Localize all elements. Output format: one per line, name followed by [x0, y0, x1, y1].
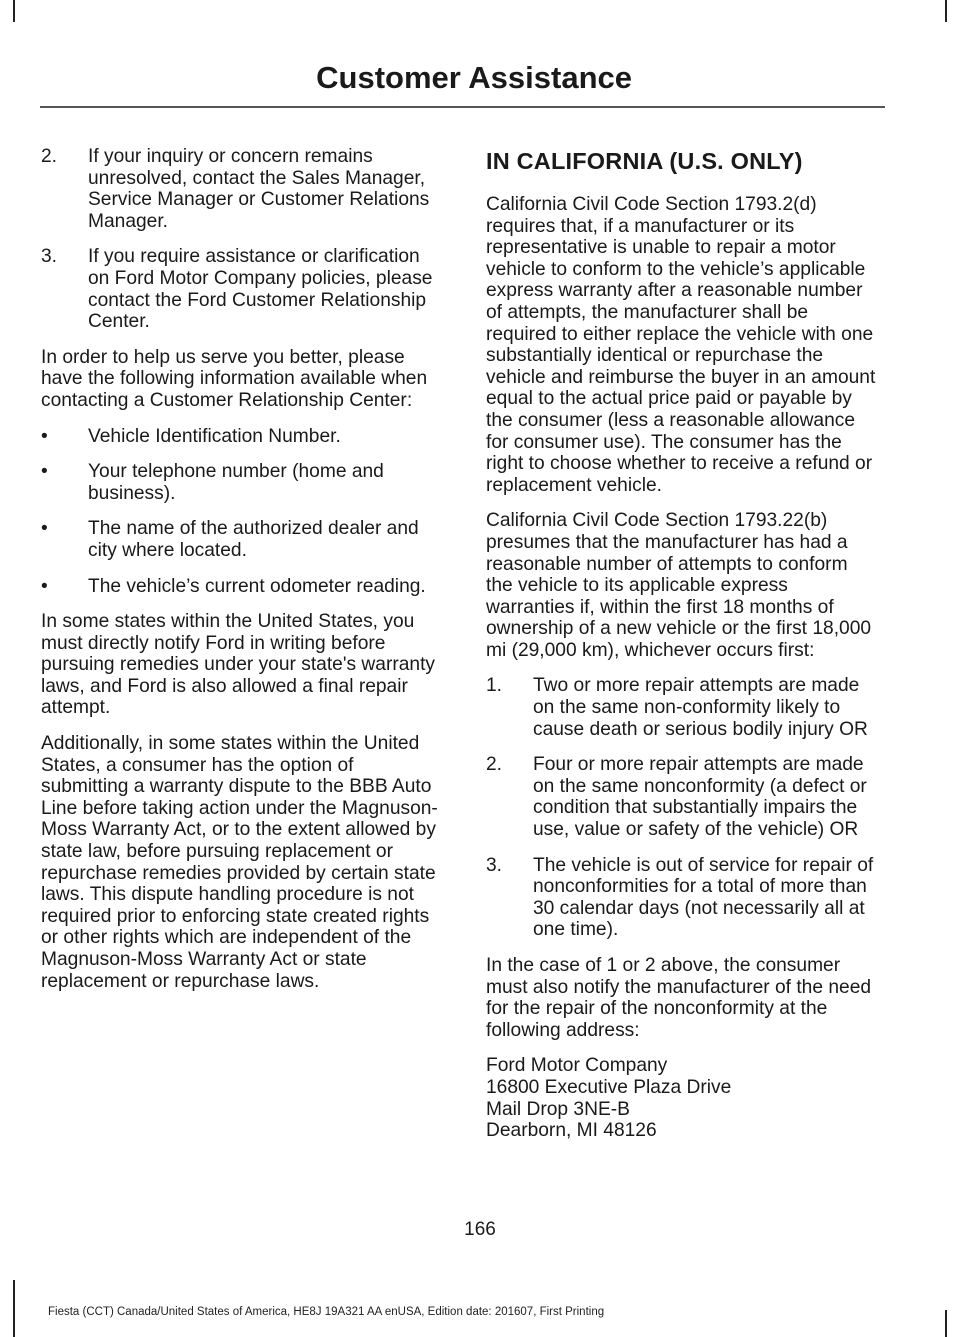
address-line: Mail Drop 3NE-B [486, 1098, 630, 1120]
bullet-icon: • [41, 425, 48, 447]
header-rule [40, 106, 885, 108]
paragraph: California Civil Code Section 1793.2(d) requires that, if a manufacturer or its representative is unable to repair a motor vehicle to conform to the vehicle’s applicable express warranty after a reasonable number of attempts, the manufacturer shall be required to either replace the vehicle with one substantially identical or repurchase the vehicle and reimburse the buyer in an amount equal to the actual price paid or payable by the consumer (less a reasonable allowance for consumer use). The consumer has the right to choose whether to receive a refund or replacement vehicle. [486, 194, 876, 496]
list-text: Four or more repair attempts are made on the same nonconformity (a defect or condition that substantially impairs the use, value or safety of the vehicle) OR [533, 754, 867, 841]
list-number: 2. [486, 754, 503, 776]
crop-mark-bottom-right [945, 1310, 947, 1337]
list-number: 2. [41, 146, 58, 167]
bullet-icon: • [41, 518, 48, 540]
list-item [41, 246, 446, 332]
list-text: The vehicle is out of service for repair of nonconformities for a total of more than 30 calendar days (not necessarily all at one time). [533, 854, 874, 941]
list-number: 3. [486, 854, 503, 876]
list-item [486, 675, 879, 740]
bullet-icon: • [41, 461, 48, 483]
bullet-icon: • [41, 575, 48, 597]
right-column [486, 146, 879, 1142]
address-line: Ford Motor Company [486, 1055, 668, 1077]
bullet-item [41, 461, 446, 504]
bullet-item [41, 576, 446, 598]
paragraph: In some states within the United States, you must directly notify Ford in writing before pursuing remedies under your state's warranty laws, and Ford is also allowed a final repair attempt. [41, 611, 435, 719]
paragraph: California Civil Code Section 1793.22(b) presumes that the manufacturer has had a reasonable number of attempts to conform the vehicle to its applicable express warranties if, within the first 18 months of ownership of a new vehicle or the first 18,000 mi (29,000 km), whichever occurs first: [486, 510, 872, 661]
bullet-text: The name of the authorized dealer and city where located. [88, 518, 419, 561]
list-text: If your inquiry or concern remains unresolved, contact the Sales Manager, Service Manager or Customer Relations Manager. [88, 146, 430, 232]
list-item [486, 855, 879, 941]
left-column [41, 146, 446, 1006]
bullet-item [41, 426, 446, 448]
crop-mark-bottom-left [13, 1280, 15, 1337]
list-text: Two or more repair attempts are made on the same non-conformity likely to cause death or serious bodily injury OR [533, 675, 868, 740]
address-line: Dearborn, MI 48126 [486, 1120, 657, 1142]
address-line: 16800 Executive Plaza Drive [486, 1076, 732, 1098]
bullet-text: Vehicle Identification Number. [88, 425, 341, 447]
crop-mark-top-right [945, 0, 947, 22]
bullet-text: The vehicle’s current odometer reading. [88, 575, 426, 597]
list-item [486, 754, 879, 840]
paragraph: In the case of 1 or 2 above, the consumer must also notify the manufacturer of the need for the repair of the nonconformity at the following address: [486, 955, 872, 1041]
paragraph: In order to help us serve you better, please have the following information available when contacting a Customer Relationship Center: [41, 346, 428, 411]
crop-mark-top-left [13, 0, 15, 22]
section-heading: IN CALIFORNIA (U.S. ONLY) [486, 148, 803, 174]
bullet-item [41, 518, 446, 561]
bullet-text: Your telephone number (home and business). [88, 461, 384, 504]
page-header-title: Customer Assistance [316, 60, 632, 95]
page-number: 166 [464, 1219, 496, 1240]
list-number: 3. [41, 246, 58, 268]
list-text: If you require assistance or clarification on Ford Motor Company policies, please contact the Ford Customer Relationship Center. [88, 246, 433, 333]
paragraph: Additionally, in some states within the United States, a consumer has the option of submitting a warranty dispute to the BBB Auto Line before taking action under the Magnuson-Moss Warranty Act, or to the extent allowed by state law, before pursuing replacement or repurchase remedies provided by certain state laws. This dispute handling procedure is not required prior to enforcing state created rights or other rights which are independent of the Magnuson-Moss Warranty Act or state replacement or repurchase laws. [41, 733, 438, 992]
list-number: 1. [486, 675, 503, 697]
list-item [41, 146, 446, 232]
footer-text: Fiesta (CCT) Canada/United States of America, HE8J 19A321 AA enUSA, Edition date: 201607, First Printing [48, 1306, 605, 1318]
